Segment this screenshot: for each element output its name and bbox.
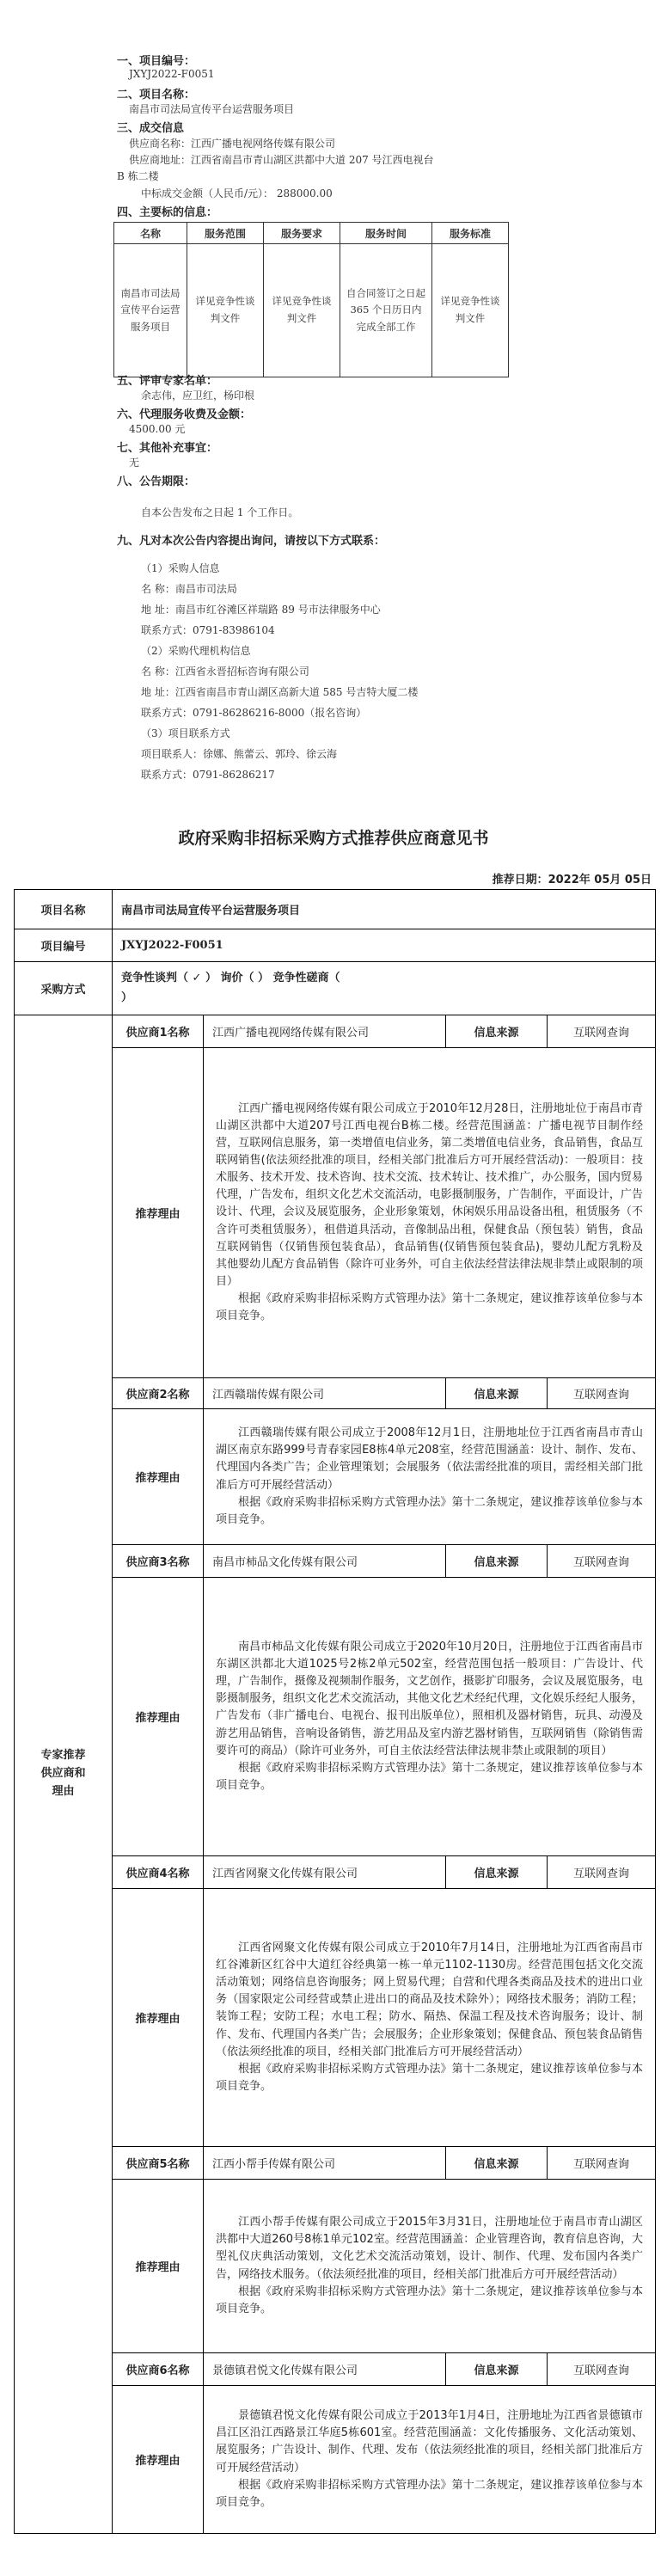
section-period-title: 八、公告期限： xyxy=(117,475,196,488)
supplier-5-label: 供应商5名称 xyxy=(113,2147,204,2180)
supplier-3-name: 南昌市柿品文化传媒有限公司 xyxy=(204,1545,446,1578)
cell-time: 自合同签订之日起 365 个日历日内完成全部工作 xyxy=(340,244,432,377)
info-source-value: 互联网查询 xyxy=(548,1378,656,1409)
supplier-6-reason-para: 景德镇君悦文化传媒有限公司成立于2013年1月4日，注册地址为江西省景德镇市昌江区沿江西路景江华庭5栋601室。经营范围涵盖：文化传播服务、文化活动策划、展览服务；广告设计、制作、代理、发布（依法须经批准的项目，经相关部门批准后方可开展经营活动） xyxy=(216,2409,644,2475)
supplier-2-label: 供应商2名称 xyxy=(113,1378,204,1409)
side-label-text: 专家推荐供应商和理由 xyxy=(40,1749,86,1798)
period-value: 自本公告发布之日起 1 个工作日。 xyxy=(141,506,299,518)
section-project-name-title: 二、项目名称： xyxy=(117,89,196,101)
method-line-1: 竞争性谈判（ ✓ ） 询价（ ） 竞争性磋商（ xyxy=(121,972,340,985)
method-line-2: ） xyxy=(121,991,133,1004)
reason-label: 推荐理由 xyxy=(113,1048,204,1378)
supplier-2-reason xyxy=(204,1409,656,1545)
contact-line-5: 名 称：江西省永晋招标咨询有限公司 xyxy=(141,665,309,678)
supplier-4-reason xyxy=(204,1889,656,2147)
supplier-5-reason xyxy=(204,2180,656,2353)
col-header-name: 名称 xyxy=(114,223,187,244)
info-source-value: 互联网查询 xyxy=(548,1856,656,1889)
table-row xyxy=(114,244,509,377)
col-header-scope: 服务范围 xyxy=(187,223,264,244)
supplier-5-reason-para: 根据《政府采购非招标采购方式管理办法》第十二条规定，建议推荐该单位参与本项目竞争。 xyxy=(216,2285,644,2315)
supplier-5-name: 江西小帮手传媒有限公司 xyxy=(204,2147,446,2180)
supplier-2-reason-para: 江西赣瑞传媒有限公司成立于2008年12月1日，注册地址位于江西省南昌市青山湖区南京东路999号青春家园E8栋4单元208室，经营范围涵盖：设计、制作、发布、代理国内各类广告；企业管理策划；会展服务（依法需经批准的项目，需经相关部门批准后方可开展经营活动） xyxy=(216,1426,644,1492)
col-header-time: 服务时间 xyxy=(340,223,432,244)
section-award-info-title: 三、成交信息 xyxy=(117,122,185,135)
info-source-label: 信息来源 xyxy=(446,1378,548,1409)
supplier-1-reason xyxy=(204,1048,656,1378)
supplier-address-cont: B 栋二楼 xyxy=(117,170,159,182)
supplier-6-reason-para: 根据《政府采购非招标采购方式管理办法》第十二条规定，建议推荐该单位参与本项目竞争。 xyxy=(216,2478,644,2509)
section-subject-title: 四、主要标的信息： xyxy=(117,206,218,219)
contact-line-9: 项目联系人：徐娜、熊蕾云、郭玲、徐云海 xyxy=(141,748,338,760)
supplier-3-label: 供应商3名称 xyxy=(113,1545,204,1578)
info-source-label: 信息来源 xyxy=(446,1545,548,1578)
contact-line-6: 地 址：江西省南昌市青山湖区高新大道 585 号吉特大厦二楼 xyxy=(141,686,419,698)
supplier-6-reason xyxy=(204,2386,656,2534)
project-no-value: JXYJ2022-F0051 xyxy=(129,68,215,80)
subject-info-table xyxy=(113,222,509,377)
supplier-3-reason-para: 根据《政府采购非招标采购方式管理办法》第十二条规定，建议推荐该单位参与本项目竞争。 xyxy=(216,1761,644,1792)
recommend-date xyxy=(493,870,652,886)
reason-label: 推荐理由 xyxy=(113,1889,204,2147)
supplier-2-name: 江西赣瑞传媒有限公司 xyxy=(204,1378,446,1409)
supplier-address-line: 供应商地址：江西省南昌市青山湖区洪都中大道 207 号江西电视台 xyxy=(129,154,434,166)
experts-value: 余志伟，应卫红，杨印根 xyxy=(141,389,255,402)
contact-line-2: 地 址：南昌市红谷滩区祥瑞路 89 号市法律服务中心 xyxy=(141,604,381,616)
recommendation-table xyxy=(14,889,656,2534)
page-title: 政府采购非招标采购方式推荐供应商意见书 xyxy=(178,829,489,848)
supplier-1-reason-para: 江西广播电视网络传媒有限公司成立于2010年12月28日，注册地址位于南昌市青山湖区洪都中大道207号江西电视台B栋二楼。经营范围涵盖：广播电视节目制作经营，互联网信息服务，第一类增值电信业务，第二类增值电信业务，食品销售，食品互联网销售(依法须经批准的项目，经相关部门批准后方可开展经营活动)：一般项目：技术服务、技术开发、技术咨询、技术交流、技术转让、技术推广，办公服务，国内贸易代理，广告发布，组织文化艺术交流活动，电影摄制服务，广告制作，平面设计，广告设计、代理，会议及展览服务，企业形象策划，休闲娱乐用品设备出租，租赁服务（不含许可类租赁服务），租借道具活动，音像制品出租，保健食品（预包装）销售，食品互联网销售（仅销售预包装食品），食品销售(仅销售预包装食品)，婴幼儿配方乳粉及其他婴幼儿配方食品销售（除许可业务外，可自主依法经营法律法规非禁止或限制的项目） xyxy=(216,1101,644,1288)
reason-label: 推荐理由 xyxy=(113,1409,204,1545)
method-value xyxy=(113,962,656,1015)
project-no-value: JXYJ2022-F0051 xyxy=(113,929,656,962)
cell-requirement: 详见竞争性谈判文件 xyxy=(264,244,340,377)
supplier-2-reason-para: 根据《政府采购非招标采购方式管理办法》第十二条规定，建议推荐该单位参与本项目竞争。 xyxy=(216,1495,644,1526)
info-source-label: 信息来源 xyxy=(446,1015,548,1048)
section-other-title: 七、其他补充事宜： xyxy=(117,442,218,455)
supplier-4-name: 江西省网聚文化传媒有限公司 xyxy=(204,1856,446,1889)
info-source-value: 互联网查询 xyxy=(548,2147,656,2180)
col-header-requirement: 服务要求 xyxy=(264,223,340,244)
method-label: 采购方式 xyxy=(15,962,113,1015)
info-source-value: 互联网查询 xyxy=(548,2353,656,2386)
date-label: 推荐日期： xyxy=(492,874,548,886)
section-contact-title: 九、凡对本次公告内容提出询问，请按以下方式联系： xyxy=(117,535,386,548)
award-notice xyxy=(0,0,667,808)
contact-line-1: 名 称：南昌市司法局 xyxy=(141,583,237,595)
section-fee-title: 六、代理服务收费及金额： xyxy=(117,408,252,421)
section-project-no-title: 一、项目编号： xyxy=(117,55,196,68)
supplier-3-reason-para: 南昌市柿品文化传媒有限公司成立于2020年10月20日，注册地位于江西省南昌市东湖区洪都北大道1025号2栋2单元502室，经营范围包括一般项目：广告设计、代理，广告制作，摄像及视频制作服务，文艺创作，摄影扩印服务，会议及展览服务，电影摄制服务，组织文化艺术交流活动，其他文化艺术经纪代理，文化娱乐经纪人服务，广告发布（非广播电台、电视台、报刊出版单位），照相机及器材销售，玩具、动漫及游艺用品销售，音响设备销售，游艺用品及室内游艺器材销售，互联网销售（除销售需要许可的商品）（除许可业务外，可自主依法经营法律法规非禁止或限制的项目） xyxy=(216,1640,644,1757)
contact-line-3: 联系方式：0791-83986104 xyxy=(141,624,275,636)
supplier-6-name: 景德镇君悦文化传媒有限公司 xyxy=(204,2353,446,2386)
project-name-value: 南昌市司法局宣传平台运营服务项目 xyxy=(129,103,295,115)
reason-label: 推荐理由 xyxy=(113,1578,204,1856)
supplier-1-reason-para: 根据《政府采购非招标采购方式管理办法》第十二条规定，建议推荐该单位参与本项目竞争。 xyxy=(216,1292,644,1323)
col-header-standard: 服务标准 xyxy=(432,223,509,244)
table-row xyxy=(15,1015,656,1048)
section-experts-title: 五、评审专家名单： xyxy=(117,375,218,388)
reason-label: 推荐理由 xyxy=(113,2180,204,2353)
contact-line-7: 联系方式：0791-86286216-8000（报名咨询） xyxy=(141,707,367,719)
project-name-label: 项目名称 xyxy=(15,890,113,929)
contact-line-10: 联系方式：0791-86286217 xyxy=(141,769,275,781)
supplier-6-label: 供应商6名称 xyxy=(113,2353,204,2386)
side-label xyxy=(15,1015,113,2534)
project-no-label: 项目编号 xyxy=(15,929,113,962)
contact-line-0: （1）采购人信息 xyxy=(141,562,220,574)
info-source-label: 信息来源 xyxy=(446,2353,548,2386)
other-value: 无 xyxy=(129,457,140,469)
info-source-label: 信息来源 xyxy=(446,1856,548,1889)
supplier-1-label: 供应商1名称 xyxy=(113,1015,204,1048)
supplier-1-name: 江西广播电视网络传媒有限公司 xyxy=(204,1015,446,1048)
info-source-label: 信息来源 xyxy=(446,2147,548,2180)
contact-line-4: （2）采购代理机构信息 xyxy=(141,645,251,657)
cell-scope: 详见竞争性谈判文件 xyxy=(187,244,264,377)
info-source-value: 互联网查询 xyxy=(548,1015,656,1048)
supplier-3-reason xyxy=(204,1578,656,1856)
supplier-4-reason-para: 根据《政府采购非招标采购方式管理办法》第十二条规定，建议推荐该单位参与本项目竞争。 xyxy=(216,2062,644,2093)
cell-name: 南昌市司法局宣传平台运营服务项目 xyxy=(114,244,187,377)
supplier-4-label: 供应商4名称 xyxy=(113,1856,204,1889)
info-source-value: 互联网查询 xyxy=(548,1545,656,1578)
contact-line-8: （3）项目联系方式 xyxy=(141,727,230,739)
reason-label: 推荐理由 xyxy=(113,2386,204,2534)
cell-standard: 详见竞争性谈判文件 xyxy=(432,244,509,377)
award-amount-line: 中标成交金额（人民币/元）： 288000.00 xyxy=(141,187,333,199)
supplier-4-reason-para: 江西省网聚文化传媒有限公司成立于2010年7月14日，注册地址为江西省南昌市红谷滩新区红谷中大道红谷经典第一栋一单元1102-1130房。经营范围包括文化交流活动策划；网络信息咨询服务；网上贸易代理；自营和代理各类商品及技术的进出口业务（国家限定公司经营或禁止进出口的商品及技术除外）；网络技术服务；消防工程；装饰工程；安防工程；水电工程；防水、隔热、保温工程及技术咨询服务；设计、制作、发布、代理国内各类广告；会展服务；企业形象策划；保健食品、预包装食品销售（依法须经批准的项目，经相关部门批准后方可开展经营活动） xyxy=(216,1941,644,2058)
project-name-value: 南昌市司法局宣传平台运营服务项目 xyxy=(113,890,656,929)
supplier-name-line: 供应商名称：江西广播电视网络传媒有限公司 xyxy=(129,138,336,150)
date-value: 2022年 05月 05日 xyxy=(548,874,652,886)
fee-value: 4500.00 元 xyxy=(129,423,186,435)
supplier-5-reason-para: 江西小帮手传媒有限公司成立于2015年3月31日，注册地址位于南昌市青山湖区洪都中大道260号8栋1单元102室。经营范围涵盖：企业管理咨询，教育信息咨询，大型礼仪庆典活动策划，文化艺术交流活动策划，设计、制作、代理、发布国内各类广告，网络技术服务。（依法须经批准的项目，经相关部门批准后方可开展经营活动） xyxy=(216,2216,644,2281)
